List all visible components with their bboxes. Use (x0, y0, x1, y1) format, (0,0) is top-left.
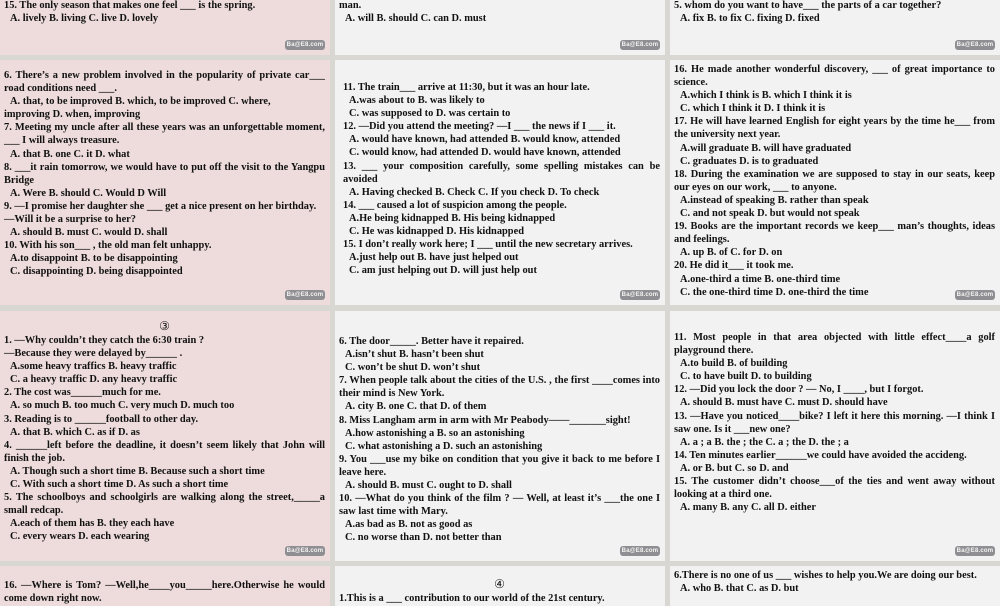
answer-options: C. every wears D. each wearing (10, 531, 150, 543)
question-text: 1.This is a ___ contribution to our world of the 21st century. (339, 593, 605, 604)
question-text: 9. You ___use my bike on condition that you give it back to me before I leave here. (339, 453, 660, 478)
answer-options: C. and not speak D. but would not speak (680, 208, 860, 220)
answer-options: A. who B. that C. as D. but (680, 583, 799, 595)
slide-row2-right (670, 311, 1000, 561)
slide-top-middle (335, 0, 665, 55)
answer-options: A.one-third a time B. one-third time (680, 273, 841, 285)
slide-bottom-right (670, 566, 1000, 606)
section-heading: ③ (159, 319, 170, 333)
question-text: 3. Reading is to ______football to other day. (4, 413, 199, 425)
answer-options: A.some heavy traffics B. heavy traffic (10, 361, 177, 373)
slide-bottom-left (0, 566, 330, 606)
question-text: 15. The customer didn’t choose___of the ties and went away without looking at a third one. (674, 476, 995, 501)
answer-options: A. a ; a B. the ; the C. a ; the D. the ; a (680, 436, 849, 448)
question-text: 19. Books are the important records we keep___ man’s thoughts, ideas and feelings. (674, 221, 995, 246)
question-text: 15. The only season that makes one feel ___ is the spring. (4, 0, 256, 11)
answer-options: C. He was kidnapped D. His kidnapped (349, 226, 524, 238)
question-text: 10. —What do you think of the film ? — Well, at least it’s ___the one I saw last time with Mary. (339, 493, 660, 518)
watermark: Ba@E8.com (621, 548, 659, 554)
answer-options: C. would know, had attended D. would have known, attended (349, 147, 621, 159)
watermark: Ba@E8.com (286, 292, 324, 298)
slide-row1-left (0, 60, 330, 305)
answer-options: A.will graduate B. will have graduated (680, 142, 852, 154)
question-text: 6.There is no one of us ___ wishes to help you.We are doing our best. (674, 570, 977, 581)
answer-options: C. a heavy traffic D. any heavy traffic (10, 374, 178, 386)
answer-options: A. that B. which C. as if D. as (10, 426, 140, 438)
watermark: Ba@E8.com (621, 292, 659, 298)
slide-row1-right (670, 60, 1000, 305)
answer-options: C. which I think it D. I think it is (680, 103, 826, 115)
question-text: 20. He did it___ it took me. (674, 260, 794, 272)
answer-options: C. graduates D. is to graduated (680, 155, 819, 167)
answer-options: A.which I think is B. which I think it is (680, 90, 852, 102)
slide-top-left (0, 0, 330, 55)
answer-options: A. up B. of C. for D. on (680, 247, 783, 259)
question-text: 14. Ten minutes earlier______we could have avoided the accideng. (674, 449, 967, 461)
question-text: improving D. when, improving (4, 109, 141, 121)
answer-options: A.to build B. of building (680, 358, 788, 370)
question-text: 17. He will have learned English for eight years by the time he___ from the university next year. (674, 116, 995, 141)
answer-options: A.as bad as B. not as good as (345, 519, 473, 531)
answer-options: A. many B. any C. all D. either (680, 502, 816, 514)
answer-options: A. so much B. too much C. very much D. much too (10, 400, 235, 412)
watermark: Ba@E8.com (286, 42, 324, 48)
question-text: 5. whom do you want to have___ the parts of a car together? (674, 0, 942, 11)
question-text: 16. He made another wonderful discovery, ___ of great importance to science. (674, 64, 995, 89)
answer-options: A. Were B. should C. Would D Will (10, 187, 167, 199)
slide-bottom-middle (335, 566, 665, 606)
answer-options: C. to have built D. to building (680, 371, 812, 383)
question-text: 11. The train___ arrive at 11:30, but it was an hour late. (343, 82, 590, 93)
question-text: 9. —I promise her daughter she ___ get a nice present on her birthday. (4, 200, 317, 212)
answer-options: A. will B. should C. can D. must (345, 13, 487, 25)
slide-row1-middle (335, 60, 665, 305)
slide-top-right (670, 0, 1000, 55)
answer-options: A.He being kidnapped B. His being kidnapped (349, 212, 556, 224)
question-text: 13. ___ your composition carefully, some spelling mistakes can be avoided (343, 160, 660, 185)
answer-options: C. With such a short time D. As such a short time (10, 479, 229, 491)
answer-options: A. Having checked B. Check C. If you check D. To check (349, 186, 600, 198)
answer-options: A. or B. but C. so D. and (680, 462, 789, 474)
section-heading: ④ (494, 577, 505, 591)
question-text: 7. Meeting my uncle after all these years was an unforgettable moment, ___ I will always treasure. (4, 122, 325, 147)
question-text: 8. Miss Langham arm in arm with Mr Peabody——_______sight! (339, 414, 631, 426)
question-text: 6. The door_____. Better have it repaired. (339, 336, 524, 347)
answer-options: A. that, to be improved B. which, to be improved C. where, (10, 96, 271, 108)
answer-options: A.instead of speaking B. rather than speak (680, 194, 869, 206)
answer-options: A.to disappoint B. to be disappointing (10, 253, 178, 265)
answer-options: A.was about to B. was likely to (349, 95, 485, 107)
answer-options: C. won’t be shut D. won’t shut (345, 362, 481, 374)
slide-row2-middle (335, 311, 665, 561)
question-text: 12. —Did you lock the door ? — No, I ____, but I forgot. (674, 384, 924, 396)
answer-options: A.how astonishing a B. so an astonishing (345, 427, 525, 439)
answer-options: C. am just helping out D. will just help out (349, 265, 537, 277)
answer-options: C. what astonishing a D. such an astonishing (345, 440, 543, 452)
answer-options: A. lively B. living C. live D. lovely (10, 13, 159, 25)
answer-options: A.each of them has B. they each have (10, 518, 175, 530)
question-text: —Will it be a surprise to her? (4, 214, 136, 226)
answer-options: A.just help out B. have just helped out (349, 252, 519, 264)
answer-options: A. fix B. to fix C. fixing D. fixed (680, 13, 820, 25)
question-text: 1. —Why couldn’t they catch the 6:30 train ? (4, 335, 205, 346)
question-text: 10. With his son___ , the old man felt unhappy. (4, 240, 212, 252)
answer-options: A. should B. must C. would D. shall (10, 227, 168, 239)
answer-options: A. Though such a short time B. Because such a short time (10, 465, 265, 477)
question-text: 2. The cost was______much for me. (4, 387, 161, 399)
answer-options: A. should B. must C. ought to D. shall (345, 480, 512, 492)
answer-options: A. that B. one C. it D. what (10, 148, 130, 160)
question-text: 4. ______left before the deadline, it doesn’t seem likely that John will finish the job. (4, 439, 325, 464)
question-text: 18. During the examination we are supposed to stay in our seats, keep our eyes on our work, ___ to anyone. (674, 168, 995, 193)
watermark: Ba@E8.com (621, 42, 659, 48)
question-text: 7. When people talk about the cities of the U.S. , the first ____comes into their mind is New York. (339, 375, 660, 400)
question-text: 16. —Where is Tom? —Well,he____you_____here.Otherwise he would come down right now. (4, 580, 325, 605)
slide-row2-left (0, 311, 330, 561)
answer-options: A. city B. one C. that D. of them (345, 401, 487, 413)
answer-options: C. disappointing D. being disappointed (10, 266, 183, 278)
answer-options: C. was supposed to D. was certain to (349, 108, 511, 120)
question-text: 5. The schoolboys and schoolgirls are walking along the street,_____a small redcap. (4, 492, 325, 517)
question-text: —Because they were delayed by______ . (4, 348, 183, 360)
question-text: man. (339, 0, 362, 11)
question-text: 11. Most people in that area objected with little effect____a golf playground there. (674, 332, 995, 357)
question-text: 8. ___it rain tomorrow, we would have to put off the visit to the Yangpu Bridge (4, 161, 325, 186)
watermark: Ba@E8.com (956, 548, 994, 554)
watermark: Ba@E8.com (286, 548, 324, 554)
question-text: 13. —Have you noticed____bike? I left it here this morning. —I think I saw one. Is it ___new one? (674, 410, 995, 435)
question-text: 15. I don’t really work here; I ___ until the new secretary arrives. (343, 239, 633, 251)
answer-options: A.isn’t shut B. hasn’t been shut (345, 349, 484, 361)
answer-options: C. the one-third time D. one-third the time (680, 286, 869, 298)
watermark: Ba@E8.com (956, 292, 994, 298)
question-text: 12. —Did you attend the meeting? —I ___ the news if I ___ it. (343, 121, 616, 133)
answer-options: A. would have known, had attended B. would know, attended (349, 134, 621, 146)
answer-options: C. no worse than D. not better than (345, 532, 502, 544)
watermark: Ba@E8.com (956, 42, 994, 48)
question-text: 6. There’s a new problem involved in the popularity of private car___ road conditions need ___. (4, 70, 325, 95)
question-text: 14. ___ caused a lot of suspicion among the people. (343, 199, 567, 211)
answer-options: A. should B. must have C. must D. should have (680, 397, 888, 409)
